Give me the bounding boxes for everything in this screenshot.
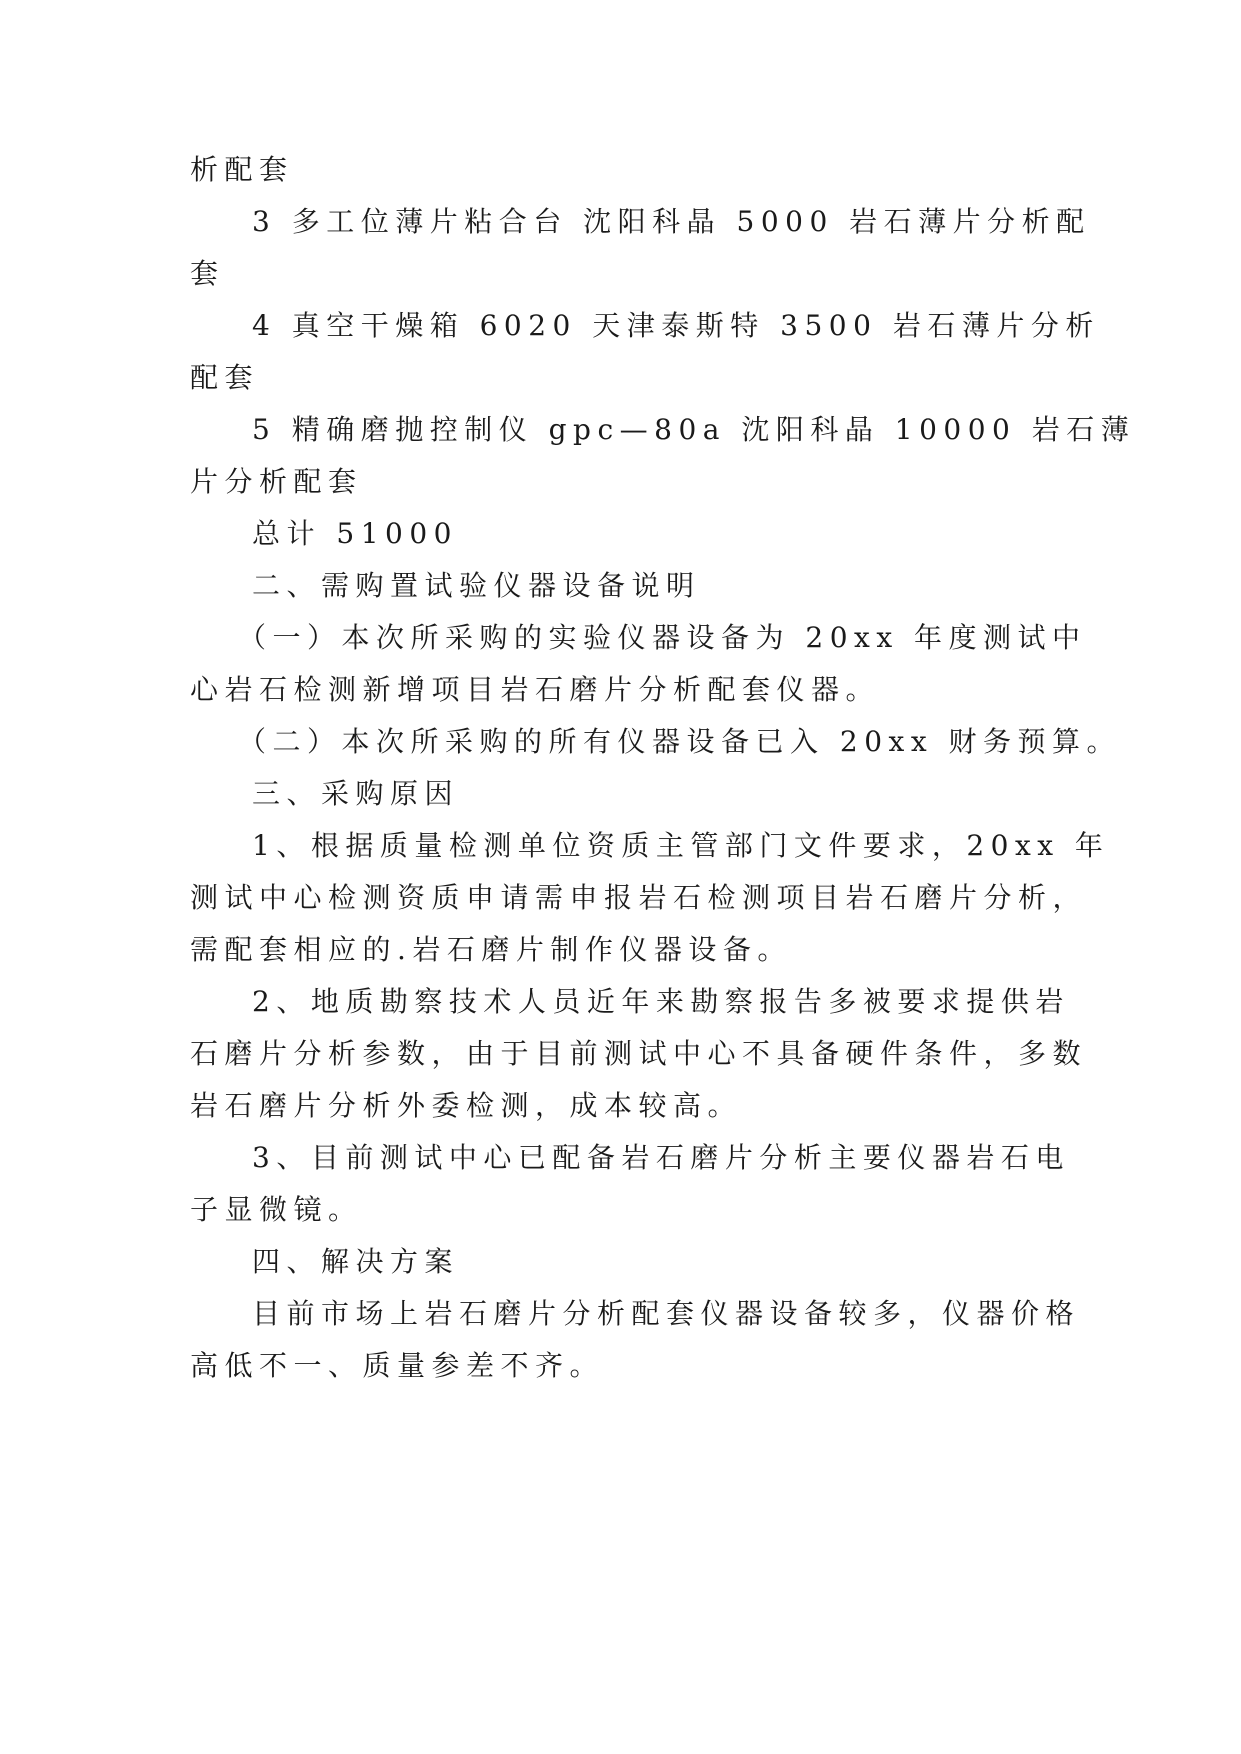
paragraph-line: 4 真空干燥箱 6020 天津泰斯特 3500 岩石薄片分析 [252, 309, 1100, 342]
section-heading: 三、采购原因 [252, 777, 460, 810]
paragraph-line: 总计 51000 [252, 517, 458, 550]
paragraph-line: 析配套 [190, 153, 294, 186]
paragraph-line: 需配套相应的.岩石磨片制作仪器设备。 [190, 933, 792, 966]
paragraph-line: 子显微镜。 [190, 1193, 363, 1226]
paragraph-line: 测试中心检测资质申请需申报岩石检测项目岩石磨片分析， [190, 881, 1088, 914]
paragraph-line: 1、根据质量检测单位资质主管部门文件要求，20xx 年 [252, 829, 1110, 862]
paragraph-line: 高低不一、质量参差不齐。 [190, 1349, 605, 1382]
paragraph-line: （二）本次所采购的所有仪器设备已入 20xx 财务预算。 [238, 725, 1122, 758]
section-heading: 二、需购置试验仪器设备说明 [252, 569, 701, 602]
paragraph-line: 3 多工位薄片粘合台 沈阳科晶 5000 岩石薄片分析配 [252, 205, 1091, 238]
paragraph-line: 3、目前测试中心已配备岩石磨片分析主要仪器岩石电 [252, 1141, 1070, 1174]
paragraph-line: 配套 [190, 361, 260, 394]
paragraph-line: 心岩石检测新增项目岩石磨片分析配套仪器。 [190, 673, 881, 706]
paragraph-line: （一）本次所采购的实验仪器设备为 20xx 年度测试中 [238, 621, 1087, 654]
paragraph-line: 2、地质勘察技术人员近年来勘察报告多被要求提供岩 [252, 985, 1070, 1018]
section-heading: 四、解决方案 [252, 1245, 460, 1278]
paragraph-line: 片分析配套 [190, 465, 363, 498]
paragraph-line: 岩石磨片分析外委检测，成本较高。 [190, 1089, 743, 1122]
paragraph-line: 石磨片分析参数，由于目前测试中心不具备硬件条件，多数 [190, 1037, 1088, 1070]
paragraph-line: 目前市场上岩石磨片分析配套仪器设备较多，仪器价格 [252, 1297, 1081, 1330]
paragraph-line: 5 精确磨抛控制仪 gpc—80a 沈阳科晶 10000 岩石薄 [252, 413, 1136, 446]
paragraph-line: 套 [190, 257, 225, 290]
